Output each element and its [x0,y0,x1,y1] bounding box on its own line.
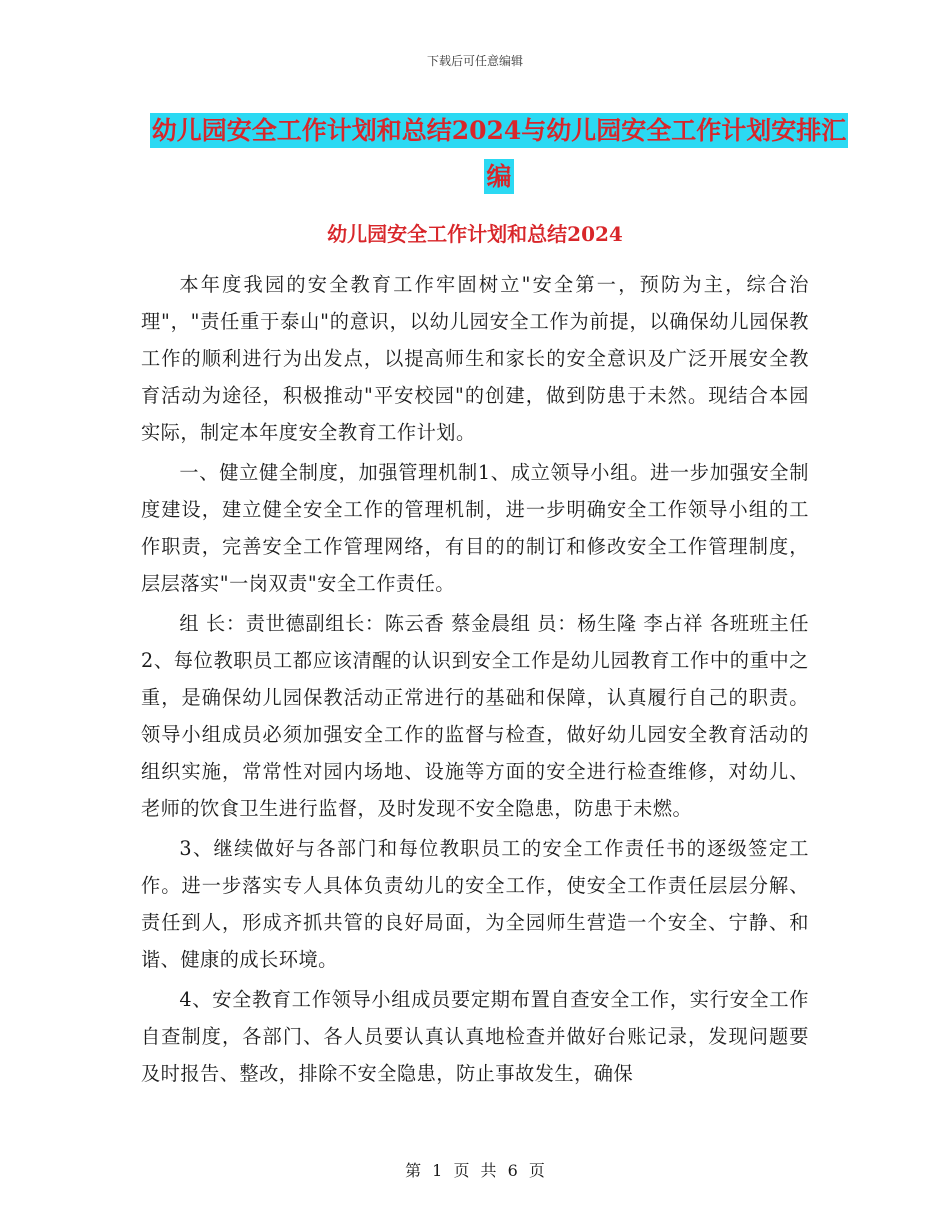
paragraph: 一、健立健全制度，加强管理机制1、成立领导小组。进一步加强安全制度建设，建立健全安全工作的管理机制，进一步明确安全工作领导小组的工作职责，完善安全工作管理网络，有目的的制订和修改安全工作管理制度，层层落实"一岗双责"安全工作责任。 [141,461,809,595]
page-number: 第 1 页 共 6 页 [405,1161,545,1180]
paragraph: 4、安全教育工作领导小组成员要定期布置自查安全工作，实行安全工作自查制度，各部门、各人员要认真认真地检查并做好台账记录，发现问题要及时报告、整改，排除不安全隐患，防止事故发生，确保 [141,988,809,1085]
document-title [140,108,858,200]
paragraph: 3、继续做好与各部门和每位教职员工的安全工作责任书的逐级签定工作。进一步落实专人具体负责幼儿的安全工作，使安全工作责任层层分解、责任到人，形成齐抓共管的良好局面，为全园师生营造一个安全、宁静、和谐、健康的成长环境。 [141,837,809,971]
document-title-text: 幼儿园安全工作计划和总结2024与幼儿园安全工作计划安排汇编 [150,113,849,194]
document-body [141,266,809,1092]
paragraph: 组 长：责世德副组长：陈云香 蔡金晨组 员：杨生隆 李占祥 各班班主任2、每位教职员工都应该清醒的认识到安全工作是幼儿园教育工作中的重中之重，是确保幼儿园保教活动正常进行的基础和保障，认真履行自己的职责。领导小组成员必须加强安全工作的监督与检查，做好幼儿园安全教育活动的组织实施，常常性对园内场地、设施等方面的安全进行检查维修，对幼儿、老师的饮食卫生进行监督，及时发现不安全隐患，防患于未燃。 [141,612,809,820]
paragraph: 本年度我园的安全教育工作牢固树立"安全第一，预防为主，综合治理"，"责任重于泰山"的意识，以幼儿园安全工作为前提，以确保幼儿园保教工作的顺利进行为出发点，以提高师生和家长的安全意识及广泛开展安全教育活动为途径，积极推动"平安校园"的创建，做到防患于未然。现结合本园实际，制定本年度安全教育工作计划。 [141,273,809,444]
section-title: 幼儿园安全工作计划和总结2024 [327,222,623,246]
header-note: 下载后可任意编辑 [426,54,523,68]
